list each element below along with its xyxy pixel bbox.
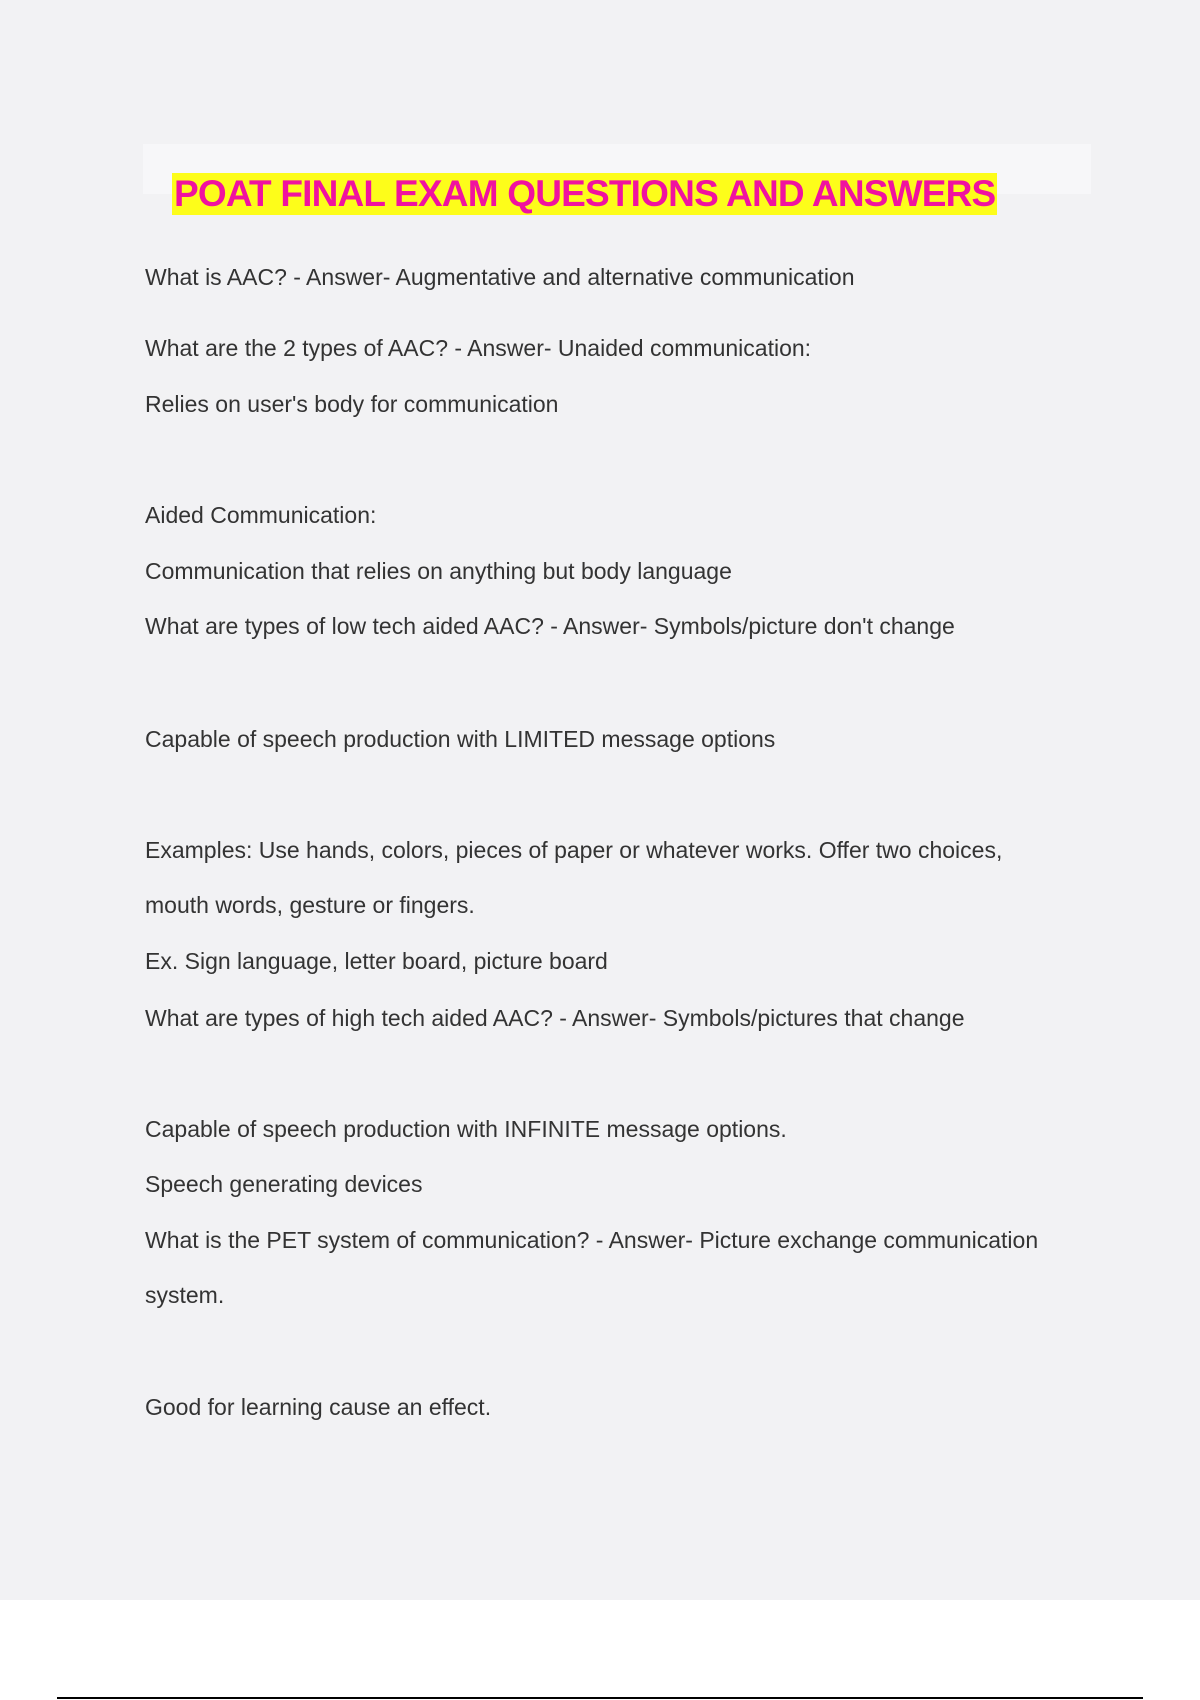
text-line: Relies on user's body for communication — [145, 391, 559, 417]
text-line: Good for learning cause an effect. — [145, 1394, 492, 1420]
text-line: What is the PET system of communication? - Answer- Picture exchange communication — [145, 1227, 1039, 1253]
text-line: Examples: Use hands, colors, pieces of paper or whatever works. Offer two choices, — [145, 837, 1003, 863]
text-line: Ex. Sign language, letter board, picture board — [145, 948, 608, 974]
page-separator — [57, 1697, 1143, 1699]
text-line: Communication that relies on anything but body language — [145, 558, 732, 584]
text-line: Capable of speech production with INFINITE message options. — [145, 1116, 787, 1142]
text-line: What are types of high tech aided AAC? - Answer- Symbols/pictures that change — [145, 1005, 965, 1031]
text-line: Capable of speech production with LIMITED message options — [145, 726, 776, 752]
page-title: POAT FINAL EXAM QUESTIONS AND ANSWERS — [174, 172, 996, 214]
text-line: Speech generating devices — [145, 1171, 423, 1197]
text-line: What are types of low tech aided AAC? - Answer- Symbols/picture don't change — [145, 613, 955, 639]
text-line: What are the 2 types of AAC? - Answer- Unaided communication: — [145, 335, 812, 361]
text-line: mouth words, gesture or fingers. — [145, 892, 475, 918]
text-line: system. — [145, 1282, 225, 1308]
text-line: Aided Communication: — [145, 502, 377, 528]
text-line: What is AAC? - Answer- Augmentative and alternative communication — [145, 264, 855, 290]
